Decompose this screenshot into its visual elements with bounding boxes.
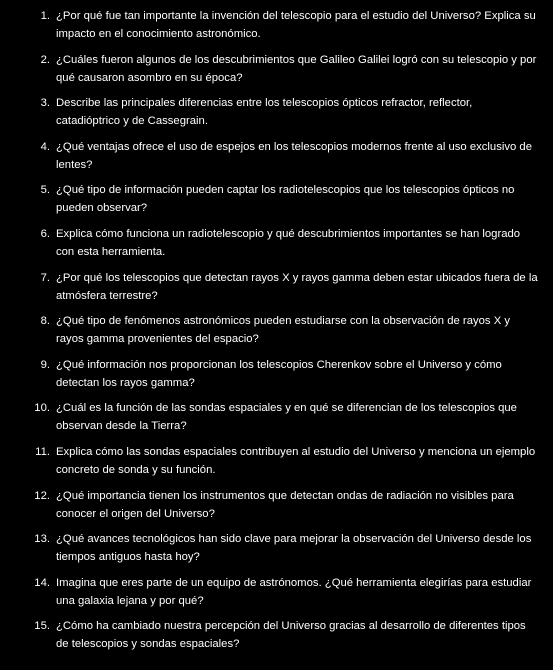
question-number: 12.	[34, 489, 50, 502]
question-text: ¿Qué tipo de información pueden captar los radiotelescopios que los telescopios ópticos no pueden observar?	[56, 184, 515, 215]
question-item-5	[0, 181, 553, 217]
question-item-7	[0, 269, 553, 305]
question-item-15	[0, 617, 553, 653]
question-text: ¿Por qué fue tan importante la invención del telescopio para el estudio del Universo? Explica su impacto en el conocimiento astronómico.	[56, 10, 536, 40]
question-number: 8.	[40, 315, 50, 328]
question-item-14	[0, 574, 553, 610]
question-text: ¿Cuáles fueron algunos de los descubrimientos que Galileo Galilei logró con su telescopio y por qué causaron asombro en su época?	[56, 53, 537, 84]
question-number: 6.	[40, 227, 50, 240]
question-number: 3.	[40, 97, 50, 110]
question-item-8	[0, 312, 553, 348]
question-number: 4.	[40, 140, 50, 153]
question-list	[0, 7, 553, 661]
question-text: ¿Qué tipo de fenómenos astronómicos pueden estudiarse con la observación de rayos X y rayos gamma provenientes del espacio?	[56, 315, 511, 346]
question-text: ¿Qué avances tecnológicos han sido clave para mejorar la observación del Universo desde los tiempos antiguos hasta hoy?	[56, 533, 532, 564]
question-item-12	[0, 487, 553, 523]
question-text: ¿Qué importancia tienen los instrumentos que detectan ondas de radiación no visibles para conocer el origen del Universo?	[56, 489, 514, 520]
question-text: ¿Por qué los telescopios que detectan rayos X y rayos gamma deben estar ubicados fuera de la atmósfera terrestre?	[56, 271, 538, 302]
question-number: 5.	[40, 184, 50, 197]
question-item-10	[0, 399, 553, 435]
question-number: 11.	[35, 445, 50, 458]
question-number: 14.	[34, 576, 50, 589]
question-text: Describe las principales diferencias entre los telescopios ópticos refractor, reflector, catadióptrico y de Cassegrain.	[56, 97, 473, 128]
question-number: 2.	[40, 53, 50, 66]
question-item-4	[0, 138, 553, 174]
question-number: 10.	[34, 402, 50, 415]
question-text: Explica cómo funciona un radiotelescopio y qué descubrimientos importantes se han logrado con esta herramienta.	[56, 227, 521, 258]
question-number: 1.	[40, 10, 50, 22]
question-text: ¿Cuál es la función de las sondas espaciales y en qué se diferencian de los telescopios que observan desde la Tierra?	[56, 402, 517, 433]
question-item-6	[0, 225, 553, 261]
question-number: 13.	[34, 533, 50, 546]
question-text: ¿Cómo ha cambiado nuestra percepción del Universo gracias al desarrollo de diferentes tipos de telescopios y sondas espaciales?	[56, 620, 526, 651]
question-text: Explica cómo las sondas espaciales contribuyen al estudio del Universo y menciona un ejemplo concreto de sonda y su función.	[56, 445, 536, 476]
question-item-13	[0, 530, 553, 566]
question-item-11	[0, 443, 553, 479]
question-number: 9.	[40, 358, 50, 371]
question-number: 15.	[34, 620, 50, 633]
question-text: Imagina que eres parte de un equipo de astrónomos. ¿Qué herramienta elegirías para estudiar una galaxia lejana y por qué?	[56, 576, 532, 607]
question-text: ¿Qué información nos proporcionan los telescopios Cherenkov sobre el Universo y cómo detectan los rayos gamma?	[56, 358, 502, 389]
question-item-2	[0, 51, 553, 87]
question-number: 7.	[40, 271, 50, 284]
question-text: ¿Qué ventajas ofrece el uso de espejos en los telescopios modernos frente al uso exclusivo de lentes?	[56, 140, 532, 171]
question-item-3	[0, 94, 553, 130]
question-item-1	[0, 7, 553, 43]
question-item-9	[0, 356, 553, 392]
